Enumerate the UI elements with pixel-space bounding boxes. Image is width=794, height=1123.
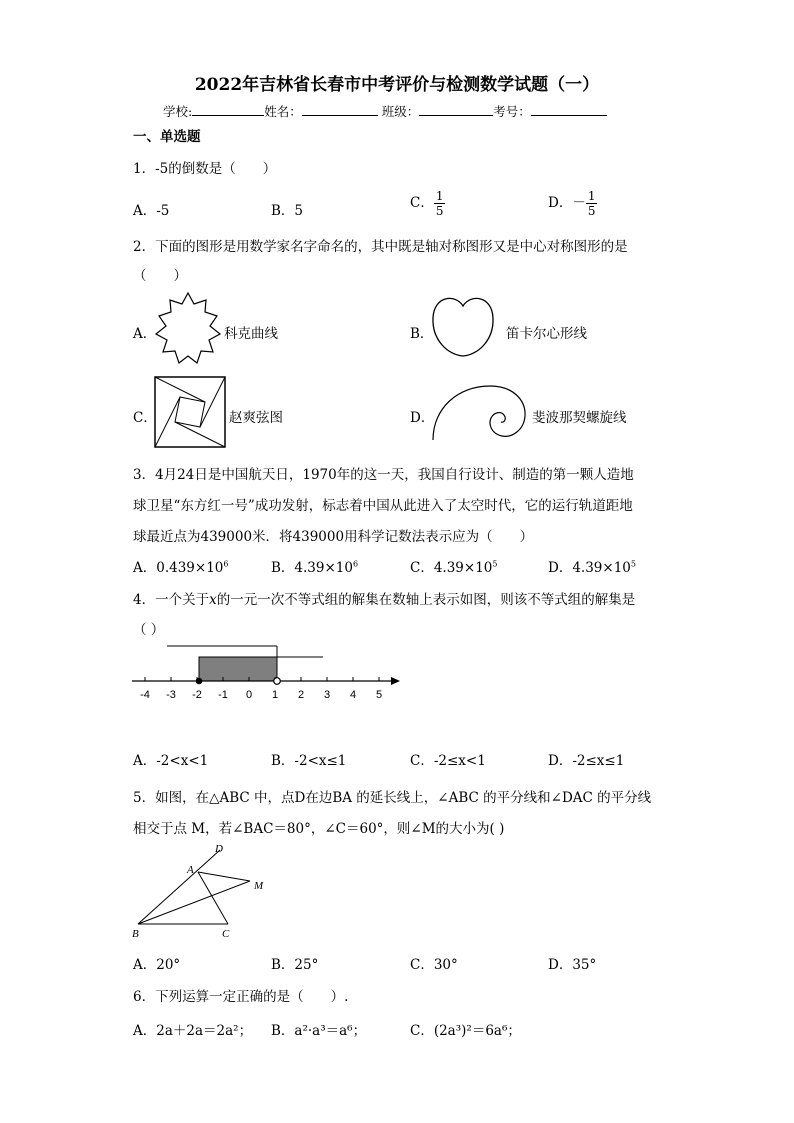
name-blank[interactable] [302, 103, 378, 116]
spiral-curve [433, 386, 525, 440]
koch-snowflake-figure [150, 290, 226, 370]
zhao-shuang-diagram [153, 375, 227, 449]
tick-label: 2 [297, 689, 305, 701]
tick-label: -2 [192, 689, 202, 701]
solution-region [199, 657, 277, 681]
triangle-figure [130, 840, 275, 945]
q3-c-exp: 5 [492, 559, 498, 569]
q2-stem-line1: 2．下面的图形是用数学家名字命名的，其中既是轴对称图形又是中心对称图形的是 [133, 239, 628, 255]
q4-option-b[interactable]: B．-2<x≤1 [271, 753, 347, 769]
q2-a-label: 科克曲线 [224, 326, 278, 342]
q3-a-base: A．0.439×10 [133, 560, 224, 576]
q3-b-exp: 6 [352, 559, 359, 569]
q3-c-base: C．4.39×10 [410, 560, 493, 576]
school-label: 学校: [163, 104, 193, 119]
page-title: 2022年吉林省长春市中考评价与检测数学试题（一） [194, 75, 600, 95]
number-line-figure [128, 640, 408, 710]
q5-line2: 相交于点 M，若∠BAC＝80°，∠C＝60°，则∠M的大小为( ) [133, 821, 505, 837]
q3-d-exp: 5 [630, 559, 636, 569]
segment-AM [198, 872, 250, 881]
q1-d-den: 5 [587, 204, 596, 218]
q5-line1: 5．如图，在△ABC 中，点D在边BA 的延长线上，∠ABC 的平分线和∠DAC 的平分线 [133, 790, 652, 806]
q4-stem-line1 [133, 588, 635, 608]
q3-line1: 3．4月24日是中国航天日，1970年的这一天，我国自行设计、制造的第一颗人造地 [133, 467, 634, 483]
q4-option-d[interactable]: D．-2≤x≤1 [548, 753, 625, 769]
q6-option-c[interactable]: C．(2a³)²＝6a⁶； [410, 1023, 521, 1039]
tick-label: 1 [271, 689, 279, 701]
q3-option-c[interactable] [410, 556, 497, 576]
q1-option-d[interactable] [548, 189, 597, 218]
tick-label: -4 [140, 689, 150, 701]
segment-AC [198, 872, 228, 924]
segment-BM [138, 881, 250, 924]
inner-square [175, 397, 205, 427]
q3-option-b[interactable] [271, 556, 358, 576]
koch-curve-shape [156, 293, 220, 363]
q6-option-b[interactable]: B．a²·a³＝a⁶； [271, 1023, 367, 1039]
open-point [274, 678, 281, 685]
label-A: A [187, 864, 194, 876]
q3-line3: 球最近点为439000米．将439000用科学记数法表示应为（ ） [133, 529, 534, 545]
name-label: 姓名： [264, 104, 302, 119]
q3-option-d[interactable] [548, 556, 636, 576]
student-info [163, 102, 607, 120]
class-blank[interactable] [419, 103, 493, 116]
q2-option-d[interactable]: D． [410, 410, 435, 426]
q1-c-fraction [434, 189, 446, 218]
tick-label: -1 [218, 689, 228, 701]
outer-square [155, 377, 225, 447]
q3-b-base: B．4.39×10 [271, 560, 353, 576]
q1-option-b[interactable]: B．5 [271, 203, 304, 219]
q4-option-c[interactable]: C．-2≤x<1 [410, 753, 486, 769]
label-C: C [222, 928, 230, 940]
q1-d-fraction [586, 189, 598, 218]
q4-var: x [209, 592, 217, 608]
section-heading: 一、单选题 [133, 129, 201, 145]
label-M: M [254, 880, 264, 892]
school-blank[interactable] [192, 103, 264, 116]
q2-c-label: 赵爽弦图 [229, 410, 283, 426]
axis-arrow [391, 677, 400, 685]
q6-stem: 6．下列运算一定正确的是（ ）. [133, 989, 349, 1005]
q2-b-label: 笛卡尔心形线 [506, 326, 587, 342]
q6-option-a[interactable]: A．2a＋2a＝2a²； [133, 1023, 253, 1039]
q1-d-num: 1 [587, 189, 596, 203]
cardioid-figure [428, 292, 498, 362]
number-label: 考号： [493, 104, 531, 119]
q5-option-b[interactable]: B．25° [271, 957, 319, 973]
class-label: 班级： [381, 104, 420, 119]
q3-d-base: D．4.39×10 [548, 560, 631, 576]
q4-stem-pre: 4．一个关于 [133, 592, 210, 608]
cardioid-curve [433, 298, 493, 356]
q2-option-c[interactable]: C． [133, 410, 157, 426]
number-blank[interactable] [531, 103, 607, 116]
q4-stem-post: 的一元一次不等式组的解集在数轴上表示如图，则该不等式组的解集是 [216, 592, 636, 608]
q3-a-exp: 6 [223, 559, 229, 569]
label-B: B [132, 928, 139, 940]
q2-d-label: 斐波那契螺旋线 [532, 410, 627, 426]
q1-c-num: 1 [435, 189, 444, 203]
q1-d-prefix: D． [548, 195, 573, 211]
q4-stem-line2: （ ） [133, 622, 165, 638]
q3-line2: 球卫星“东方红一号”成功发射，标志着中国从此进入了太空时代，它的运行轨道距地 [133, 498, 633, 514]
tick-label: -3 [166, 689, 176, 701]
q5-option-d[interactable]: D．35° [548, 957, 597, 973]
closed-point [196, 678, 203, 685]
q3-option-a[interactable] [133, 556, 228, 576]
segment-BD [138, 850, 220, 924]
q1-c-den: 5 [435, 204, 444, 218]
tick-label: 3 [323, 689, 331, 701]
q2-option-a[interactable]: A． [133, 326, 157, 342]
q1-option-c[interactable] [410, 189, 445, 218]
tick-label: 5 [375, 689, 383, 701]
q2-option-b[interactable]: B． [410, 326, 434, 342]
q5-option-c[interactable]: C．30° [410, 957, 458, 973]
q1-d-sign: － [572, 195, 586, 211]
q5-option-a[interactable]: A．20° [133, 957, 181, 973]
q2-stem-line2: （ ） [133, 268, 187, 284]
q4-option-a[interactable]: A．-2<x<1 [133, 753, 209, 769]
q1-c-prefix: C． [410, 195, 434, 211]
tick-label: 4 [349, 689, 357, 701]
q1-stem: 1．-5的倒数是（ ） [133, 161, 277, 177]
fibonacci-spiral-figure [428, 378, 528, 444]
label-D: D [215, 843, 223, 855]
q1-option-a[interactable]: A．-5 [133, 203, 170, 219]
tick-label: 0 [245, 689, 253, 701]
